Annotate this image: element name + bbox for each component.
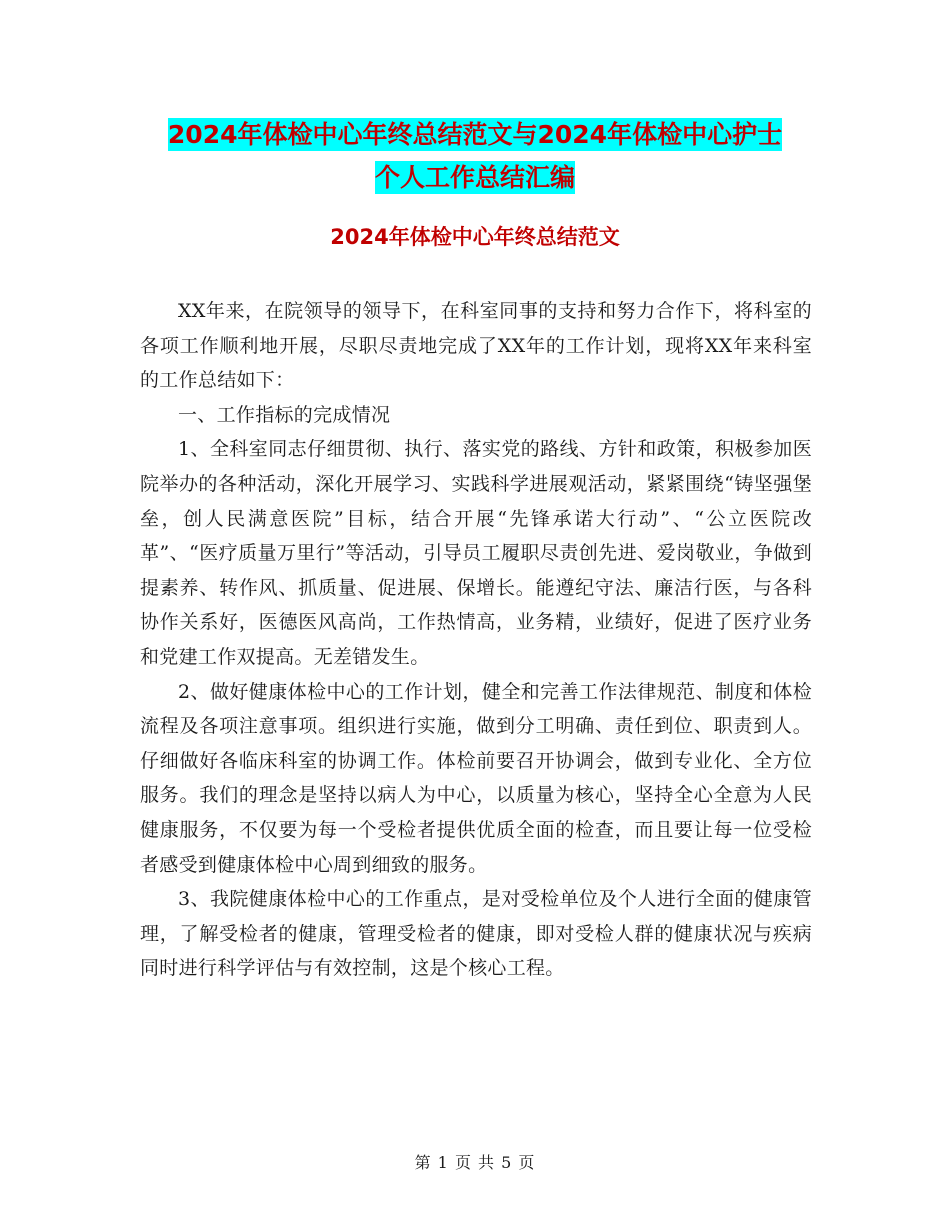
- section-title: 2024年体检中心年终总结范文: [330, 225, 620, 249]
- document-title: [140, 113, 810, 199]
- paragraph: 1、全科室同志仔细贯彻、执行、落实党的路线、方针和政策，积极参加医院举办的各种活动，深化开展学习、实践科学进展观活动，紧紧围绕“铸坚强堡垒，创人民满意医院”目标，结合开展“先锋承诺大行动”、“公立医院改革”、“医疗质量万里行”等活动，引导员工履职尽责创先进、爱岗敬业，争做到提素养、转作风、抓质量、促进展、保增长。能遵纪守法、廉洁行医，与各科协作关系好，医德医风高尚，工作热情高，业务精，业绩好，促进了医疗业务和党建工作双提高。无差错发生。: [140, 438, 812, 668]
- paragraph: 3、我院健康体检中心的工作重点，是对受检单位及个人进行全面的健康管理，了解受检者的健康，管理受检者的健康，即对受检人群的健康状况与疾病同时进行科学评估与有效控制，这是个核心工程。: [140, 888, 812, 980]
- document-body: [140, 294, 812, 986]
- page-footer: 第 1 页 共 5 页: [414, 1153, 536, 1172]
- paragraph: 2、做好健康体检中心的工作计划，健全和完善工作法律规范、制度和体检流程及各项注意事项。组织进行实施，做到分工明确、责任到位、职责到人。仔细做好各临床科室的协调工作。体检前要召开协调会，做到专业化、全方位服务。我们的理念是坚持以病人为中心，以质量为核心，坚持全心全意为人民健康服务，不仅要为每一个受检者提供优质全面的检查，而且要让每一位受检者感受到健康体检中心周到细致的服务。: [140, 680, 812, 876]
- paragraph: XX年来，在院领导的领导下，在科室同事的支持和努力合作下，将科室的各项工作顺利地开展，尽职尽责地完成了XX年的工作计划，现将XX年来科室的工作总结如下：: [140, 300, 812, 392]
- paragraph: 一、工作指标的完成情况: [178, 403, 391, 426]
- title-line-1: 2024年体检中心年终总结范文与2024年体检中心护士: [167, 120, 783, 149]
- title-line-2: 个人工作总结汇编: [374, 163, 575, 192]
